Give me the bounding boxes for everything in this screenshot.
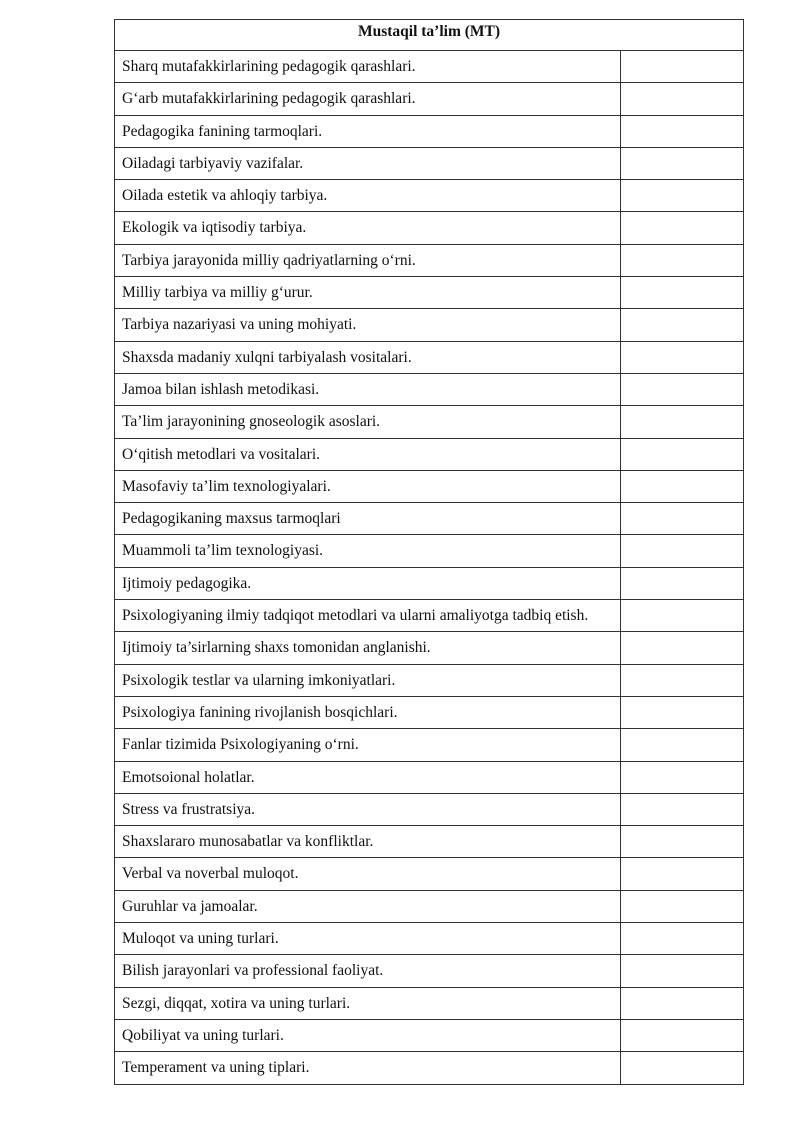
empty-cell: [621, 890, 744, 922]
empty-cell: [621, 729, 744, 761]
topic-cell: Fanlar tizimida Psixologiyaning o‘rni.: [115, 729, 621, 761]
topic-cell: Qobiliyat va uning turlari.: [115, 1019, 621, 1051]
topic-cell: Psixologiyaning ilmiy tadqiqot metodlari va ularni amaliyotga tadbiq etish.: [115, 600, 621, 632]
empty-cell: [621, 470, 744, 502]
empty-cell: [621, 567, 744, 599]
topic-cell: Shaxslararo munosabatlar va konfliktlar.: [115, 826, 621, 858]
table-header: Mustaqil ta’lim (MT): [115, 20, 744, 51]
empty-cell: [621, 793, 744, 825]
empty-cell: [621, 341, 744, 373]
table-row: [115, 373, 744, 405]
table-row: [115, 955, 744, 987]
empty-cell: [621, 987, 744, 1019]
table-row: [115, 696, 744, 728]
empty-cell: [621, 535, 744, 567]
table-row: [115, 793, 744, 825]
table-row: [115, 1019, 744, 1051]
table-row: [115, 923, 744, 955]
topic-cell: O‘qitish metodlari va vositalari.: [115, 438, 621, 470]
topic-cell: Masofaviy ta’lim texnologiyalari.: [115, 470, 621, 502]
table-row: [115, 438, 744, 470]
topic-cell: Pedagogika fanining tarmoqlari.: [115, 115, 621, 147]
table-row: [115, 826, 744, 858]
mustaqil-talim-table: [114, 19, 744, 1085]
table-row: [115, 729, 744, 761]
table-row: [115, 1052, 744, 1084]
table-row: [115, 277, 744, 309]
table-row: [115, 858, 744, 890]
table-row: [115, 632, 744, 664]
empty-cell: [621, 923, 744, 955]
table-row: [115, 567, 744, 599]
empty-cell: [621, 212, 744, 244]
table-row: [115, 987, 744, 1019]
topic-cell: Psixologik testlar va ularning imkoniyatlari.: [115, 664, 621, 696]
topic-cell: Emotsoional holatlar.: [115, 761, 621, 793]
empty-cell: [621, 955, 744, 987]
table-row: [115, 761, 744, 793]
topic-cell: Sezgi, diqqat, xotira va uning turlari.: [115, 987, 621, 1019]
table-row: [115, 341, 744, 373]
empty-cell: [621, 858, 744, 890]
topic-cell: Bilish jarayonlari va professional faoliyat.: [115, 955, 621, 987]
topic-cell: Jamoa bilan ishlash metodikasi.: [115, 373, 621, 405]
table-row: [115, 309, 744, 341]
topic-cell: Shaxsda madaniy xulqni tarbiyalash vositalari.: [115, 341, 621, 373]
topic-cell: Oiladagi tarbiyaviy vazifalar.: [115, 147, 621, 179]
topic-cell: Sharq mutafakkirlarining pedagogik qarashlari.: [115, 51, 621, 83]
empty-cell: [621, 1052, 744, 1084]
empty-cell: [621, 503, 744, 535]
empty-cell: [621, 277, 744, 309]
table-row: [115, 147, 744, 179]
empty-cell: [621, 761, 744, 793]
empty-cell: [621, 826, 744, 858]
empty-cell: [621, 406, 744, 438]
empty-cell: [621, 696, 744, 728]
empty-cell: [621, 664, 744, 696]
empty-cell: [621, 309, 744, 341]
topic-cell: G‘arb mutafakkirlarining pedagogik qarashlari.: [115, 83, 621, 115]
empty-cell: [621, 632, 744, 664]
empty-cell: [621, 180, 744, 212]
table-row: [115, 503, 744, 535]
table-row: [115, 115, 744, 147]
topic-cell: Tarbiya jarayonida milliy qadriyatlarning o‘rni.: [115, 244, 621, 276]
topic-cell: Verbal va noverbal muloqot.: [115, 858, 621, 890]
table-row: [115, 51, 744, 83]
table-row: [115, 244, 744, 276]
table-row: [115, 890, 744, 922]
topic-cell: Ta’lim jarayonining gnoseologik asoslari.: [115, 406, 621, 438]
table-body: [115, 51, 744, 1085]
topic-cell: Pedagogikaning maxsus tarmoqlari: [115, 503, 621, 535]
empty-cell: [621, 115, 744, 147]
empty-cell: [621, 51, 744, 83]
empty-cell: [621, 244, 744, 276]
empty-cell: [621, 600, 744, 632]
table-row: [115, 470, 744, 502]
topic-cell: Tarbiya nazariyasi va uning mohiyati.: [115, 309, 621, 341]
table-row: [115, 535, 744, 567]
table-header-row: [115, 20, 744, 51]
empty-cell: [621, 373, 744, 405]
table-row: [115, 212, 744, 244]
table-row: [115, 600, 744, 632]
topic-cell: Guruhlar va jamoalar.: [115, 890, 621, 922]
empty-cell: [621, 438, 744, 470]
topic-cell: Ijtimoiy pedagogika.: [115, 567, 621, 599]
empty-cell: [621, 1019, 744, 1051]
topic-cell: Muloqot va uning turlari.: [115, 923, 621, 955]
table-row: [115, 406, 744, 438]
topic-cell: Muammoli ta’lim texnologiyasi.: [115, 535, 621, 567]
topic-cell: Oilada estetik va ahloqiy tarbiya.: [115, 180, 621, 212]
topic-cell: Temperament va uning tiplari.: [115, 1052, 621, 1084]
table-row: [115, 180, 744, 212]
topic-cell: Ekologik va iqtisodiy tarbiya.: [115, 212, 621, 244]
topic-cell: Ijtimoiy ta’sirlarning shaxs tomonidan anglanishi.: [115, 632, 621, 664]
table-row: [115, 664, 744, 696]
empty-cell: [621, 147, 744, 179]
topic-cell: Milliy tarbiya va milliy g‘urur.: [115, 277, 621, 309]
table-row: [115, 83, 744, 115]
topic-cell: Psixologiya fanining rivojlanish bosqichlari.: [115, 696, 621, 728]
empty-cell: [621, 83, 744, 115]
topic-cell: Stress va frustratsiya.: [115, 793, 621, 825]
